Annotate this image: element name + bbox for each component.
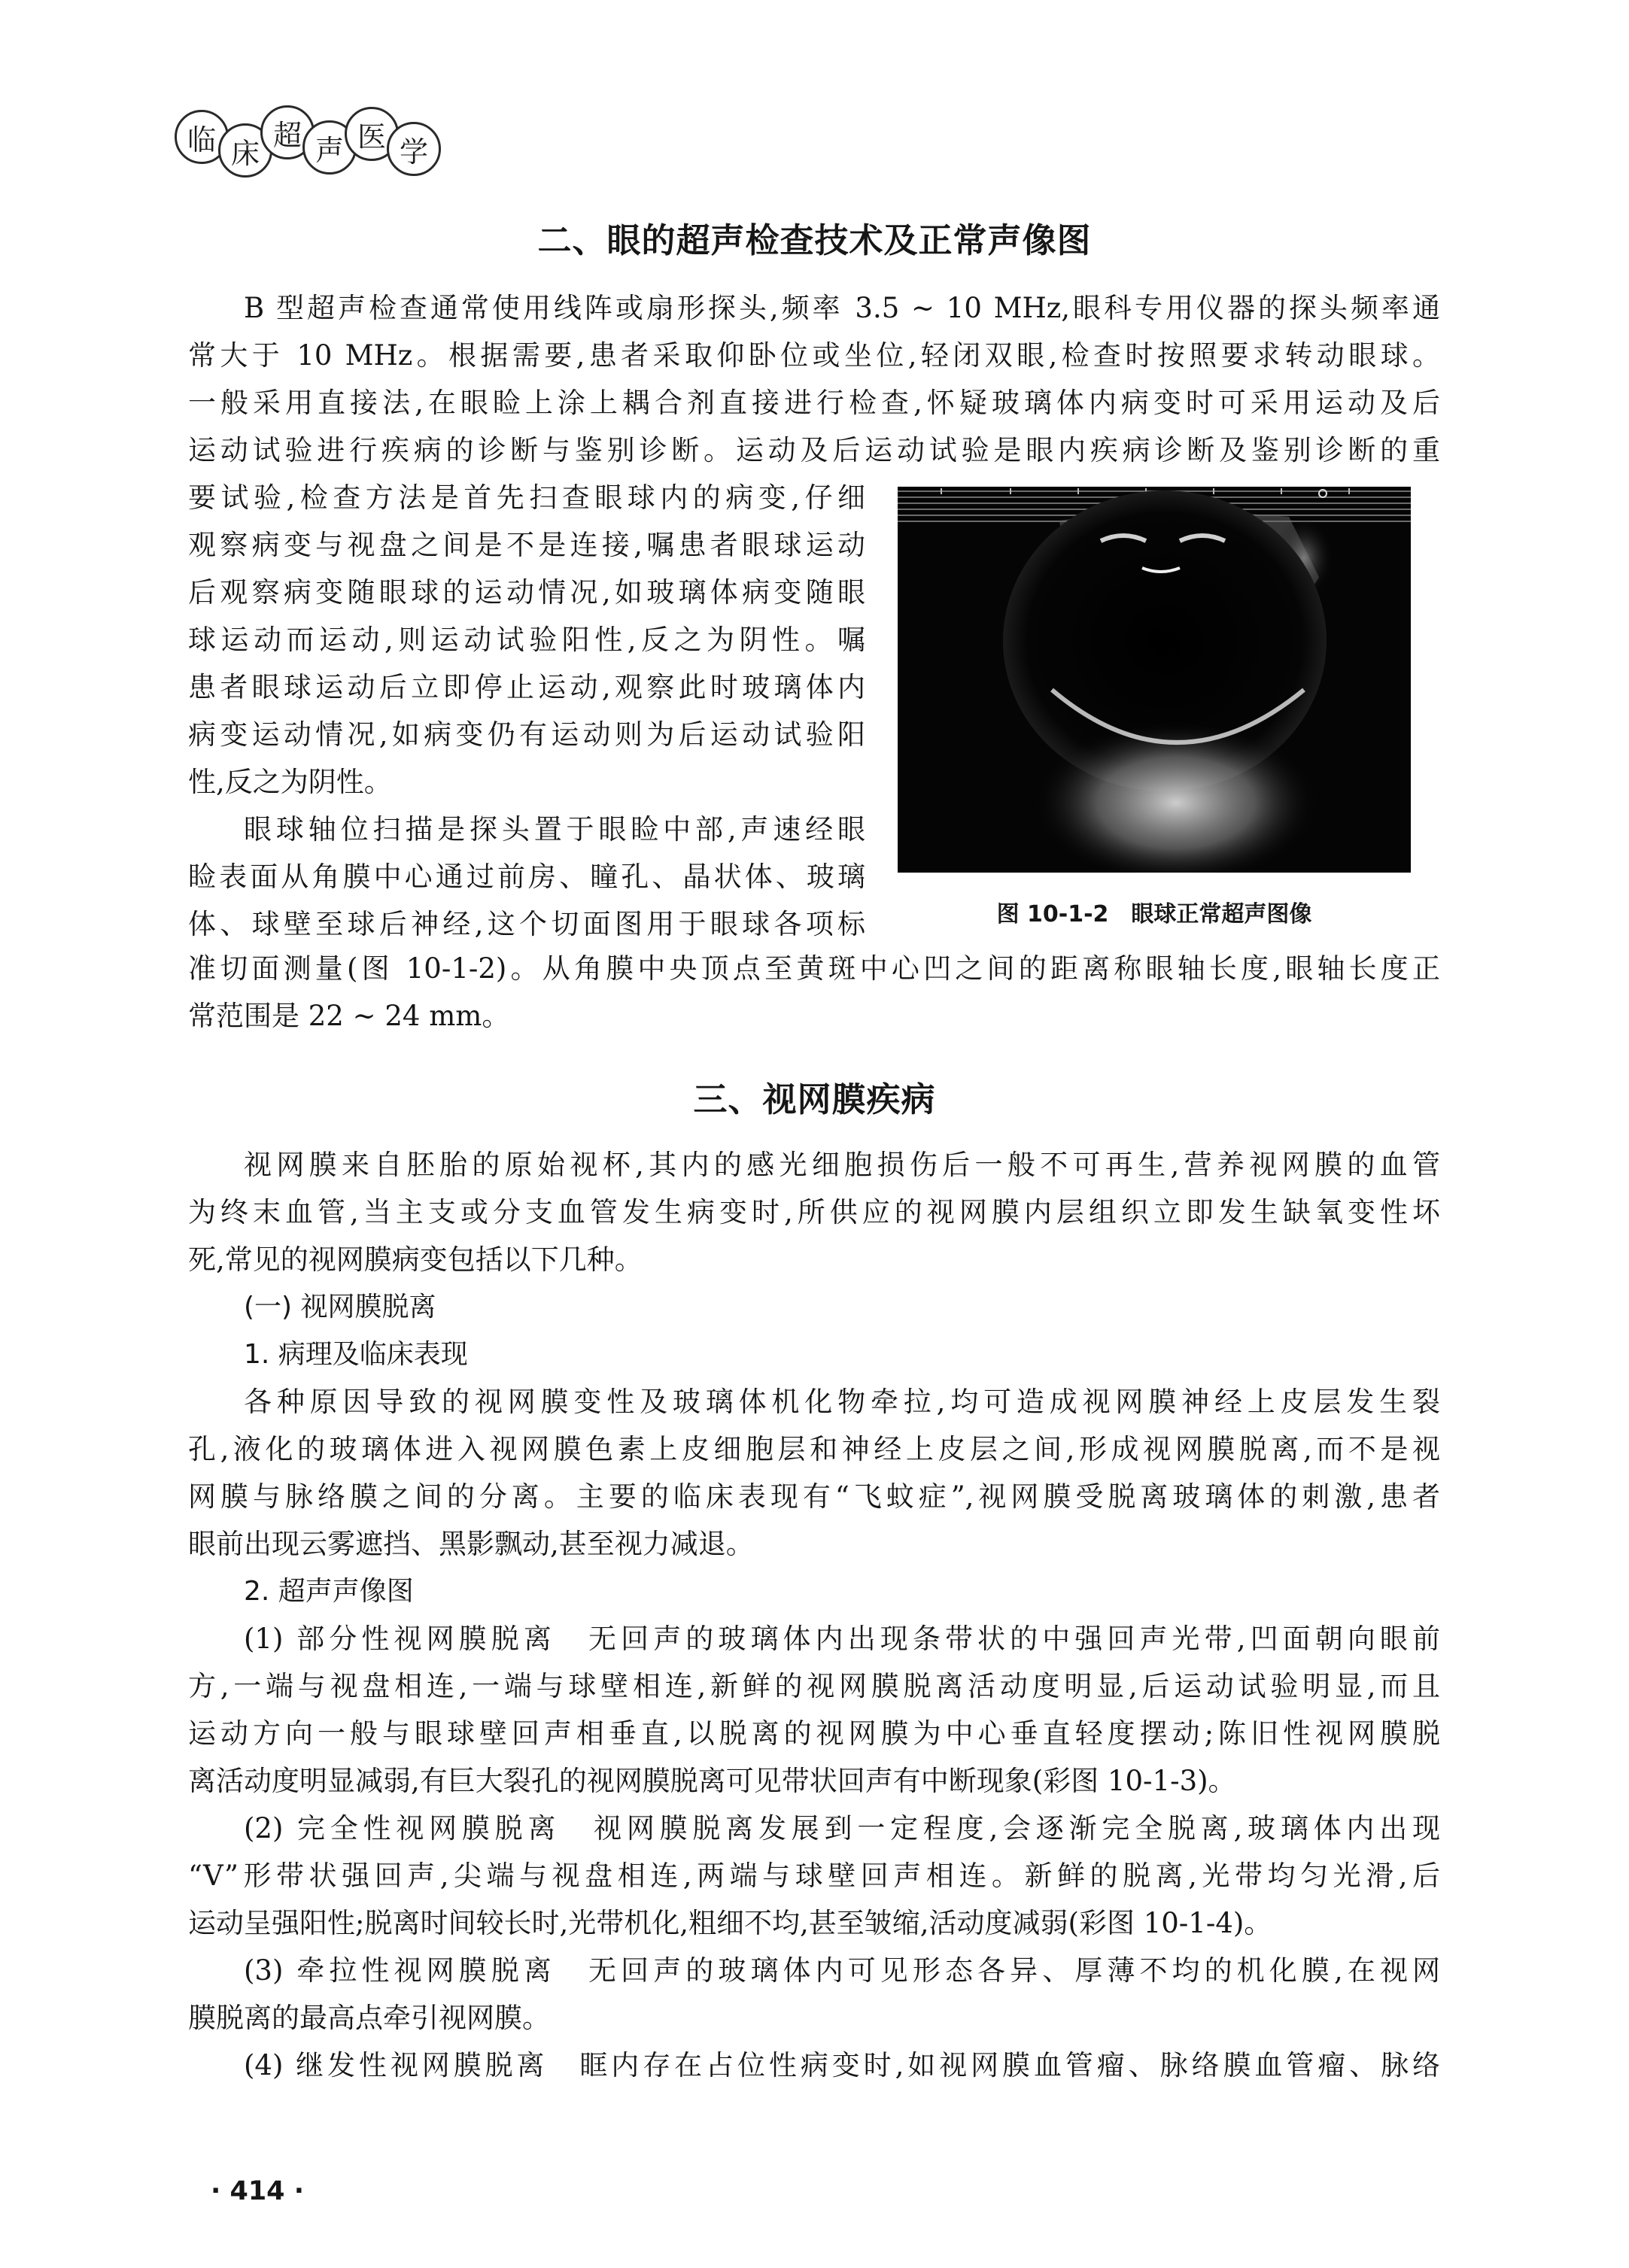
text-line: 后观察病变随眼球的运动情况,如玻璃体病变随眼 (188, 576, 865, 609)
text-line: B 型超声检查通常使用线阵或扇形探头,频率 3.5 ~ 10 MHz,眼科专用仪器的探头频率通 (244, 292, 1440, 324)
text-line: 运动呈强阳性;脱离时间较长时,光带机化,粗细不均,甚至皱缩,活动度减弱(彩图 10-1-4)。 (188, 1907, 1272, 1939)
text-line: (2) 完全性视网膜脱离 视网膜脱离发展到一定程度,会逐渐完全脱离,玻璃体内出现 (244, 1812, 1440, 1844)
section-title: 二、眼的超声检查技术及正常声像图 (537, 220, 1092, 260)
text-line: 一般采用直接法,在眼睑上涂上耦合剂直接进行检查,怀疑玻璃体内病变时可采用运动及后 (188, 387, 1440, 419)
text-line: 眼球轴位扫描是探头置于眼睑中部,声速经眼 (244, 813, 865, 846)
header-char: 医 (345, 107, 399, 161)
text-line: 球运动而运动,则运动试验阳性,反之为阴性。嘱 (188, 624, 865, 656)
text-line: 睑表面从角膜中心通过前房、瞳孔、晶状体、玻璃 (188, 861, 865, 893)
page-number: · 414 · (211, 2176, 305, 2206)
text-line: 为终末血管,当主支或分支血管发生病变时,所供应的视网膜内层组织立即发生缺氧变性坏 (188, 1196, 1440, 1228)
pathology-paragraph (188, 1378, 1440, 1568)
text-line: 孔,液化的玻璃体进入视网膜色素上皮细胞层和神经上皮层之间,形成视网膜脱离,而不是视 (188, 1433, 1440, 1465)
header-char: 临 (175, 110, 229, 164)
text-line: “V”形带状强回声,尖端与视盘相连,两端与球壁回声相连。新鲜的脱离,光带均匀光滑,后 (188, 1860, 1440, 1892)
text-line: (1) 部分性视网膜脱离 无回声的玻璃体内出现条带状的中强回声光带,凹面朝向眼前 (244, 1623, 1440, 1655)
text-line: 运动方向一般与眼球壁回声相垂直,以脱离的视网膜为中心垂直轻度摆动;陈旧性视网膜脱 (188, 1717, 1440, 1750)
ultrasound-figure (898, 487, 1411, 873)
header-char: 学 (387, 122, 441, 176)
header-char: 床 (218, 123, 272, 178)
text-line: 病变运动情况,如病变仍有运动则为后运动试验阳 (188, 718, 865, 751)
subheading: 2. 超声声像图 (244, 1576, 414, 1607)
figure-caption: 图 10-1-2 眼球正常超声图像 (996, 901, 1312, 928)
text-line: 常范围是 22 ~ 24 mm。 (188, 1000, 510, 1032)
text-line: 网膜与脉络膜之间的分离。主要的临床表现有“飞蚊症”,视网膜受脱离玻璃体的刺激,患者 (188, 1480, 1440, 1513)
text-line: 离活动度明显减弱,有巨大裂孔的视网膜脱离可见带状回声有中断现象(彩图 10-1-3)。 (188, 1765, 1236, 1797)
text-line: 眼前出现云雾遮挡、黑影飘动,甚至视力减退。 (188, 1528, 754, 1560)
text-line: 膜脱离的最高点牵引视网膜。 (188, 2002, 550, 2034)
header-char: 超 (260, 105, 315, 159)
eye-ultrasound-image (898, 487, 1411, 873)
text-line: 各种原因导致的视网膜变性及玻璃体机化物牵拉,均可造成视网膜神经上皮层发生裂 (244, 1386, 1440, 1418)
text-line: 患者眼球运动后立即停止运动,观察此时玻璃体内 (188, 671, 865, 703)
text-line: (4) 继发性视网膜脱离 眶内存在占位性病变时,如视网膜血管瘤、脉络膜血管瘤、脉络 (244, 2049, 1440, 2081)
section2-wrapped-text (188, 474, 865, 948)
text-line: 观察病变与视盘之间是不是连接,嘱患者眼球运动 (188, 529, 865, 561)
section-title: 三、视网膜疾病 (693, 1079, 936, 1119)
header-char: 声 (302, 120, 357, 175)
text-line: 死,常见的视网膜病变包括以下几种。 (188, 1243, 643, 1276)
text-line: 方,一端与视盘相连,一端与球壁相连,新鲜的视网膜脱离活动度明显,后运动试验明显,而且 (188, 1670, 1440, 1702)
text-line: 要试验,检查方法是首先扫查眼球内的病变,仔细 (188, 481, 865, 514)
text-line: 性,反之为阴性。 (188, 766, 392, 798)
ultrasound-items (188, 1615, 1440, 2089)
text-line: 视网膜来自胚胎的原始视杯,其内的感光细胞损伤后一般不可再生,营养视网膜的血管 (244, 1149, 1440, 1181)
subheading: (一) 视网膜脱离 (244, 1292, 436, 1322)
section2-paragraph (188, 284, 1440, 474)
text-line: 常大于 10 MHz。根据需要,患者采取仰卧位或坐位,轻闭双眼,检查时按照要求转动眼球。 (188, 339, 1440, 372)
section2-closing-text (188, 945, 1440, 1040)
text-line: (3) 牵拉性视网膜脱离 无回声的玻璃体内可见形态各异、厚薄不均的机化膜,在视网 (244, 1954, 1440, 1987)
section3-intro (188, 1141, 1440, 1283)
text-line: 准切面测量(图 10-1-2)。从角膜中央顶点至黄斑中心凹之间的距离称眼轴长度,眼轴长度正 (188, 952, 1440, 985)
text-line: 体、球壁至球后神经,这个切面图用于眼球各项标 (188, 908, 865, 940)
subheading: 1. 病理及临床表现 (244, 1339, 468, 1370)
text-line: 运动试验进行疾病的诊断与鉴别诊断。运动及后运动试验是眼内疾病诊断及鉴别诊断的重 (188, 434, 1440, 466)
